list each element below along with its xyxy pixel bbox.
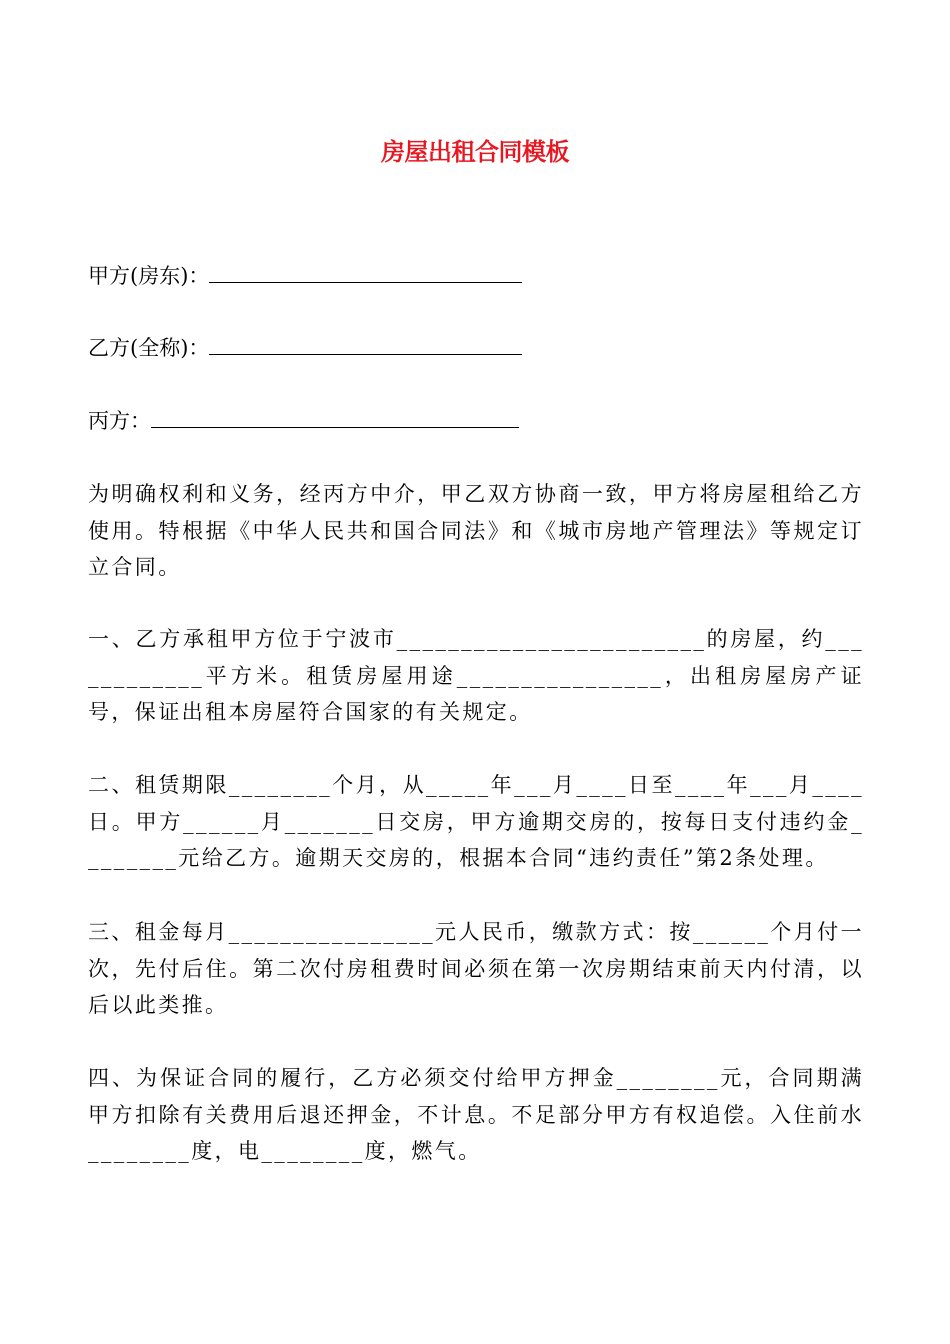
clause-2-paragraph: 二、租赁期限________个月，从_____年___月____日至____年___月____日。甲方______月_______日交房，甲方逾期交房的，按每日支付违约金________元给乙方。逾期天交房的，根据本合同“违约责任”第2条处理。 xyxy=(88,773,864,870)
party-b-label: 乙方(全称)： xyxy=(88,336,210,360)
party-c-label: 丙方： xyxy=(88,409,151,433)
party-b-blank xyxy=(209,334,522,355)
party-a-label: 甲方(房东)： xyxy=(88,264,210,288)
party-a-field xyxy=(88,261,522,291)
document-title: 房屋出租合同模板 xyxy=(381,138,569,166)
party-b-field xyxy=(88,333,522,363)
party-a-blank xyxy=(209,262,522,283)
clause-1-paragraph: 一、乙方承租甲方位于宁波市________________________的房屋，约____________平方米。租赁房屋用途________________，出租房屋房产证号，保证出租本房屋符合国家的有关规定。 xyxy=(88,627,864,724)
party-c-field xyxy=(88,406,519,436)
clause-4-paragraph: 四、为保证合同的履行，乙方必须交付给甲方押金________元，合同期满甲方扣除有关费用后退还押金，不计息。不足部分甲方有权追偿。入住前水________度，电________度，燃气。 xyxy=(88,1066,864,1163)
preamble-paragraph: 为明确权利和义务，经丙方中介，甲乙双方协商一致，甲方将房屋租给乙方使用。特根据《中华人民共和国合同法》和《城市房地产管理法》等规定订立合同。 xyxy=(88,482,864,579)
party-c-blank xyxy=(151,407,519,428)
clause-3-paragraph: 三、租金每月________________元人民币，缴款方式：按______个月付一次，先付后住。第二次付房租费时间必须在第一次房期结束前天内付清，以后以此类推。 xyxy=(88,920,864,1017)
